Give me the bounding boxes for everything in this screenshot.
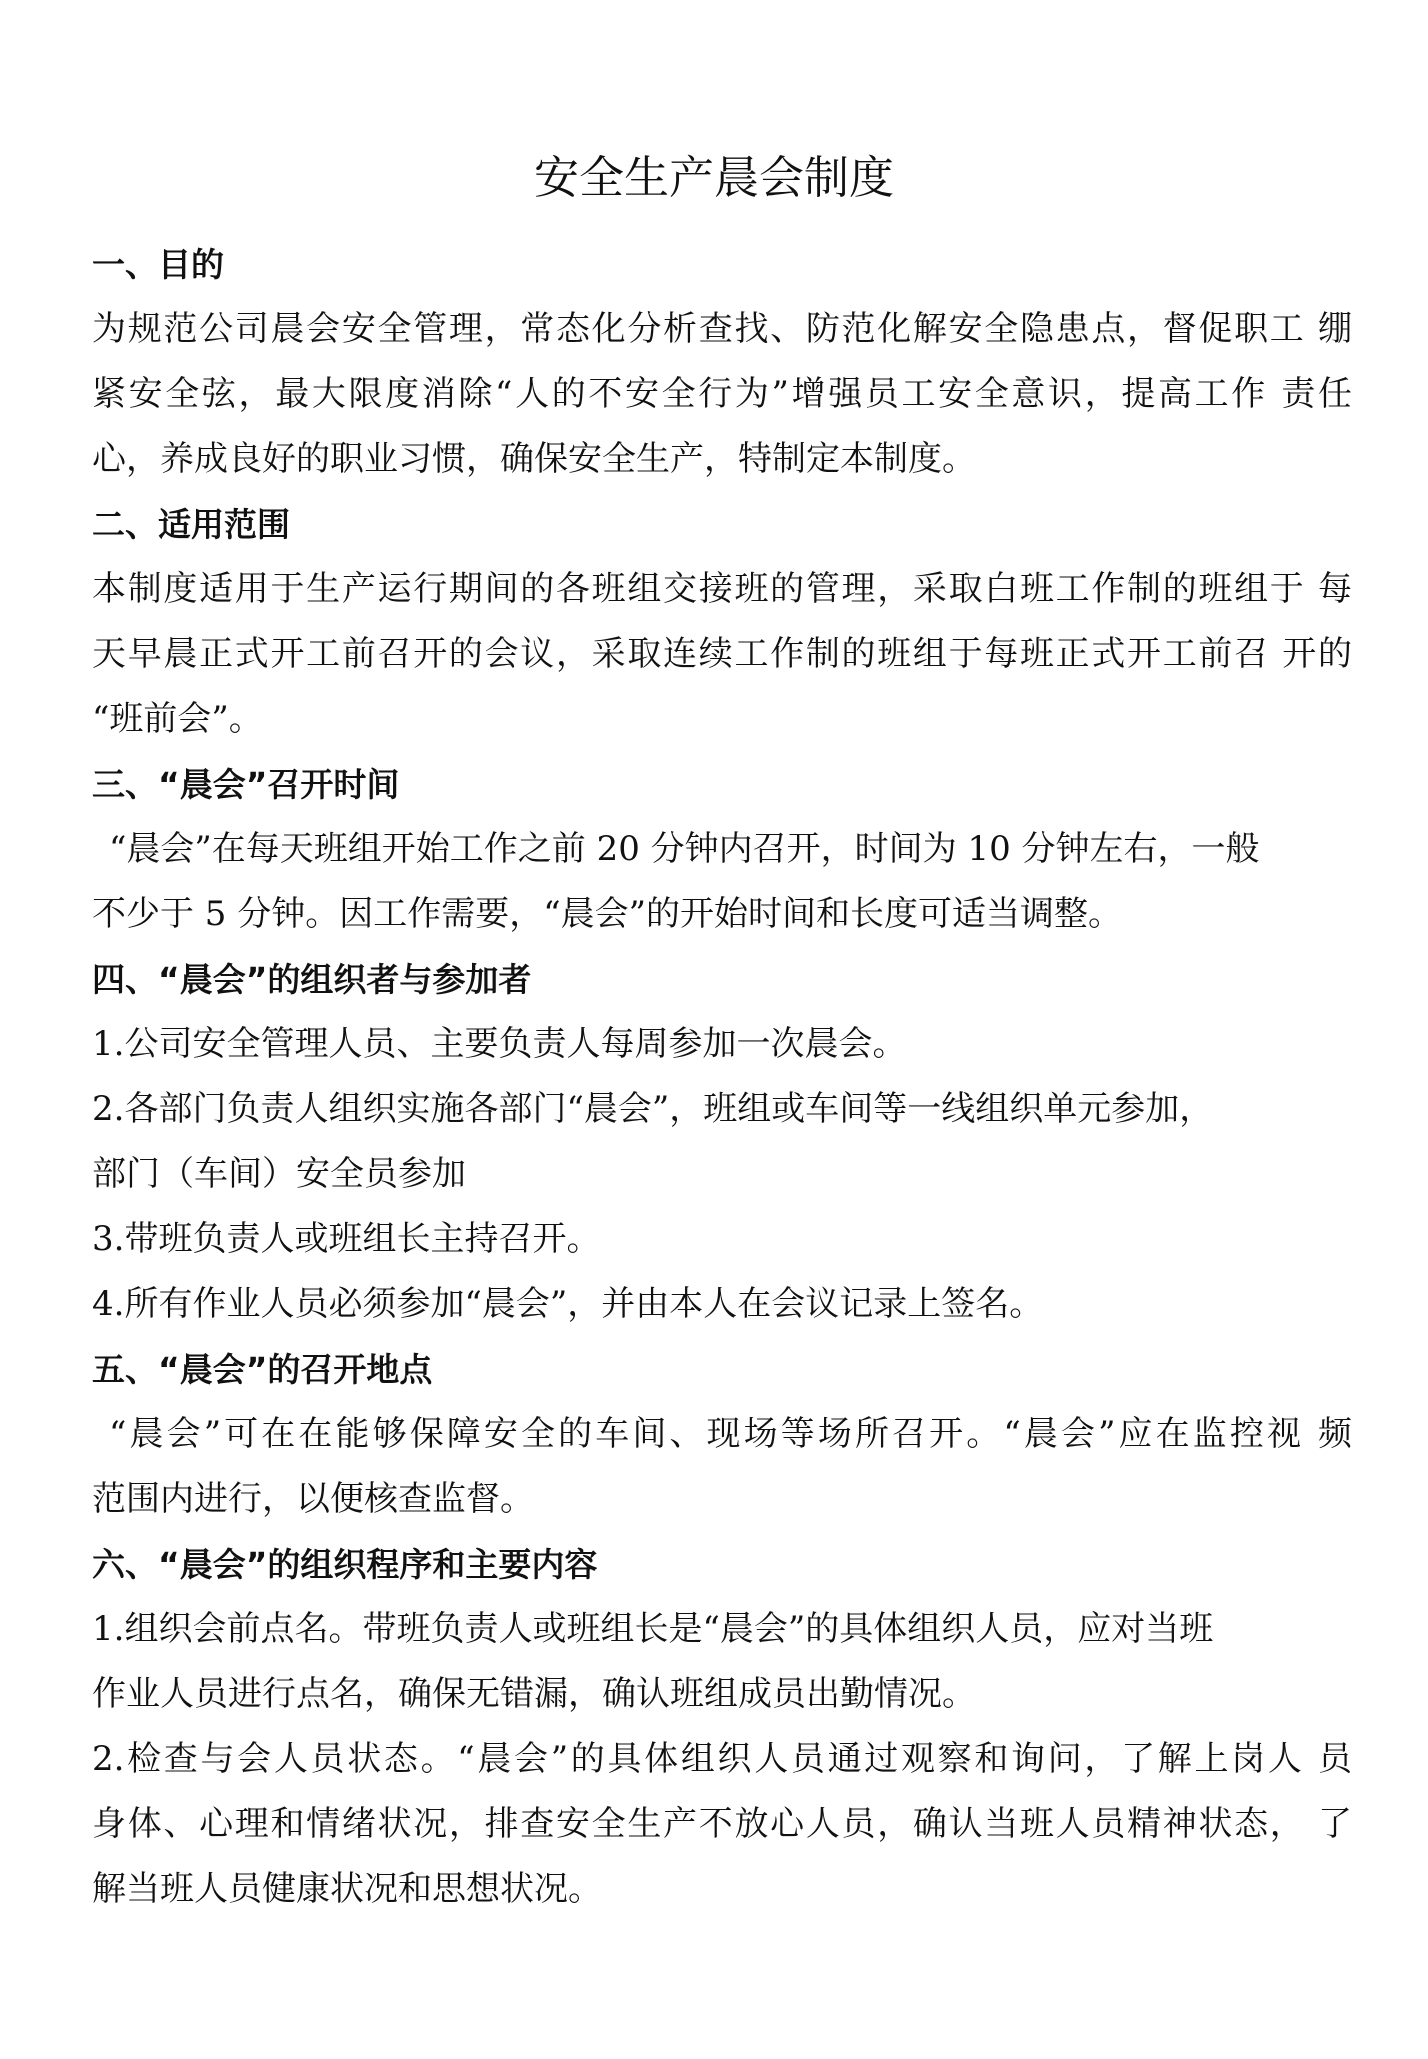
body-line: “班前会”。 (92, 699, 263, 739)
section-heading: 二、适用范围 (92, 505, 290, 544)
document-body (92, 232, 1352, 1922)
section-heading: 四、“晨会”的组织者与参加者 (92, 960, 532, 999)
body-line: 2.检查与会人员状态。“晨会”的具体组织人员通过观察和询问，了解上岗人 员 (92, 1739, 1352, 1779)
body-line: 本制度适用于生产运行期间的各班组交接班的管理，采取白班工作制的班组于 每 (92, 569, 1352, 609)
body-line: 紧安全弦，最大限度消除“人的不安全行为”增强员工安全意识，提高工作 责任 (92, 374, 1352, 414)
body-line: 部门（车间）安全员参加 (92, 1154, 466, 1194)
section-heading: 三、“晨会”召开时间 (92, 765, 400, 804)
body-line: 2.各部门负责人组织实施各部门“晨会”，班组或车间等一线组织单元参加， (92, 1089, 1214, 1129)
body-line: 身体、心理和情绪状况，排查安全生产不放心人员，确认当班人员精神状态， 了 (92, 1804, 1352, 1844)
body-line: “晨会”可在在能够保障安全的车间、现场等场所召开。“晨会”应在监控视 频 (109, 1414, 1352, 1454)
body-line: 4.所有作业人员必须参加“晨会”，并由本人在会议记录上签名。 (92, 1284, 1044, 1324)
body-line: 1.组织会前点名。带班负责人或班组长是“晨会”的具体组织人员，应对当班 (92, 1609, 1214, 1649)
body-line: 为规范公司晨会安全管理，常态化分析查找、防范化解安全隐患点，督促职工 绷 (92, 309, 1352, 349)
body-line: 解当班人员健康状况和思想状况。 (92, 1869, 602, 1909)
section-heading: 六、“晨会”的组织程序和主要内容 (92, 1545, 598, 1584)
body-line: “晨会”在每天班组开始工作之前 20 分钟内召开，时间为 10 分钟左右，一般 (109, 829, 1260, 869)
body-line: 天早晨正式开工前召开的会议，采取连续工作制的班组于每班正式开工前召 开的 (92, 634, 1352, 674)
body-line: 范围内进行，以便核查监督。 (92, 1479, 534, 1519)
body-line: 1.公司安全管理人员、主要负责人每周参加一次晨会。 (92, 1024, 907, 1064)
body-line: 心，养成良好的职业习惯，确保安全生产，特制定本制度。 (92, 439, 976, 479)
body-line: 不少于 5 分钟。因工作需要，“晨会”的开始时间和长度可适当调整。 (92, 894, 1123, 934)
document-title: 安全生产晨会制度 (533, 151, 894, 204)
body-line: 作业人员进行点名，确保无错漏，确认班组成员出勤情况。 (92, 1674, 976, 1714)
body-line: 3.带班负责人或班组长主持召开。 (92, 1219, 601, 1259)
section-heading: 五、“晨会”的召开地点 (92, 1350, 433, 1389)
section-heading: 一、目的 (92, 245, 224, 284)
